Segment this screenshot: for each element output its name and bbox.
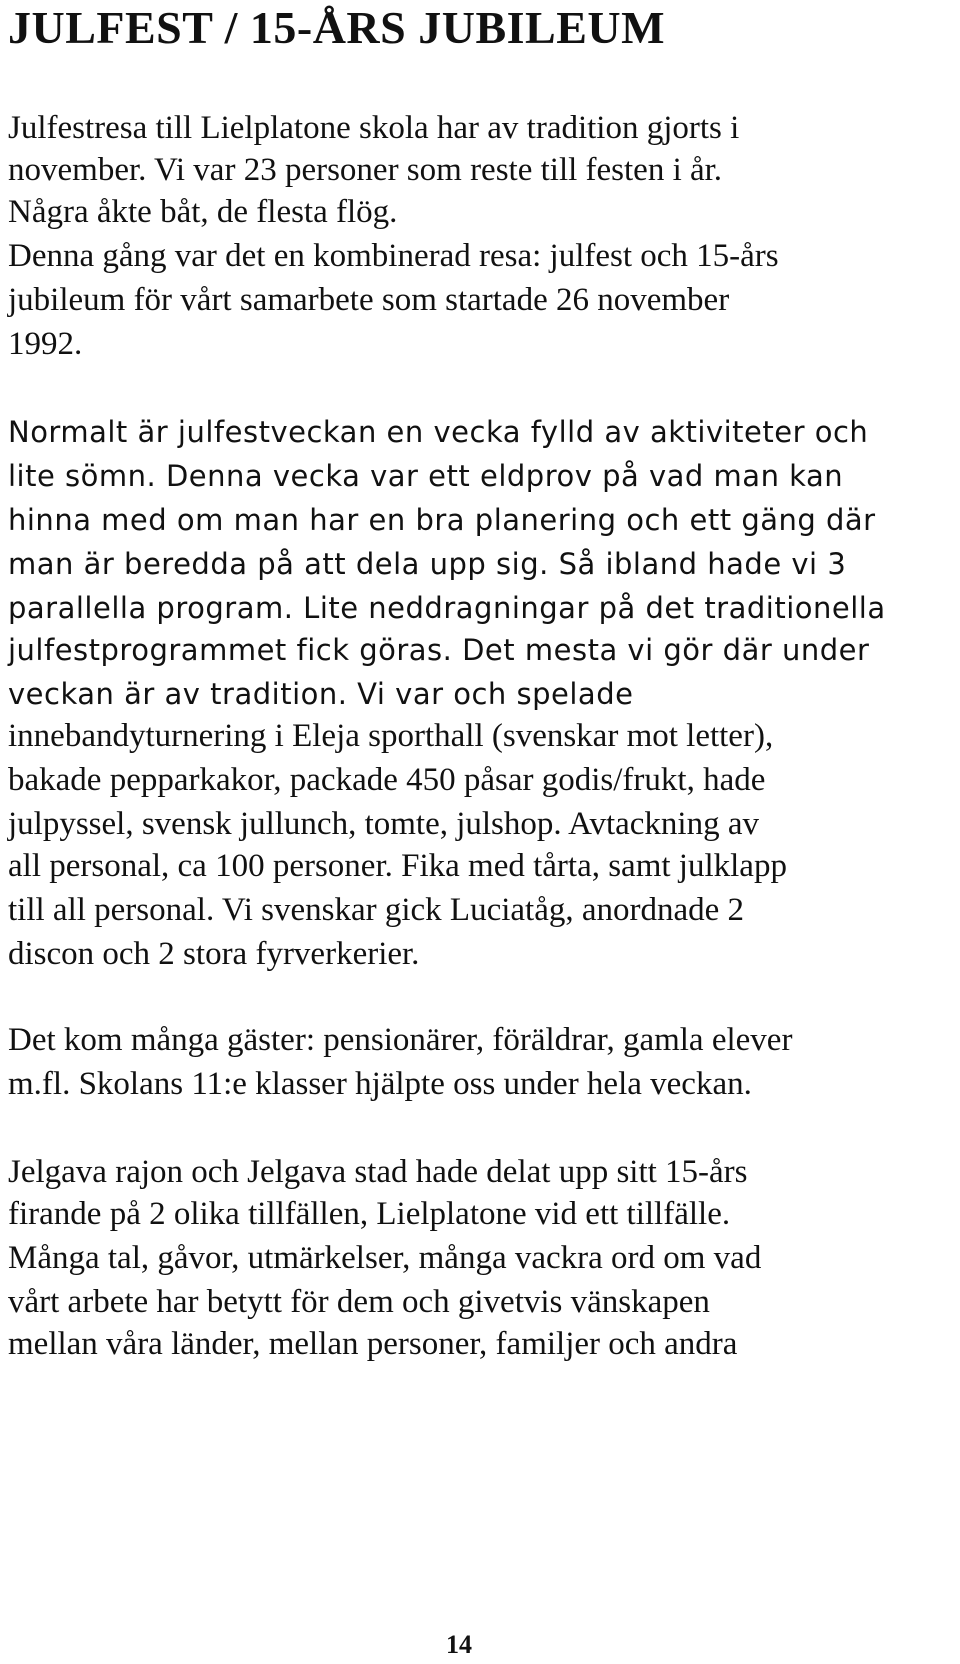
text-line: innebandyturnering i Eleja sporthall (svenskar mot letter), <box>8 718 774 754</box>
text-line: lite sömn. Denna vecka var ett eldprov på vad man kan <box>8 459 844 493</box>
text-line: Det kom många gäster: pensionärer, föräldrar, gamla elever <box>8 1022 793 1058</box>
text-line: Några åkte båt, de flesta flög. <box>8 194 398 230</box>
text-line: hinna med om man har en bra planering och ett gäng där <box>8 503 876 537</box>
text-line: Många tal, gåvor, utmärkelser, många vackra ord om vad <box>8 1240 762 1276</box>
text-line: julfestprogrammet fick göras. Det mesta vi gör där under <box>8 633 870 667</box>
text-line: m.fl. Skolans 11:e klasser hjälpte oss under hela veckan. <box>8 1066 752 1102</box>
page-number: 14 <box>446 1630 472 1659</box>
text-line: veckan är av tradition. Vi var och spelade <box>8 677 634 711</box>
text-line: firande på 2 olika tillfällen, Lielplatone vid ett tillfälle. <box>8 1196 731 1232</box>
text-line: all personal, ca 100 personer. Fika med tårta, samt julklapp <box>8 848 787 884</box>
text-line: discon och 2 stora fyrverkerier. <box>8 936 420 972</box>
text-line: julpyssel, svensk jullunch, tomte, julshop. Avtackning av <box>8 806 759 842</box>
page-title: JULFEST / 15-ÅRS JUBILEUM <box>8 2 666 53</box>
text-line: jubileum för vårt samarbete som startade 26 november <box>8 282 730 318</box>
text-line: parallella program. Lite neddragningar på det traditionella <box>8 591 886 625</box>
text-line: Julfestresa till Lielplatone skola har av tradition gjorts i <box>8 110 740 146</box>
text-line: november. Vi var 23 personer som reste till festen i år. <box>8 152 723 188</box>
text-line: Denna gång var det en kombinerad resa: julfest och 15-års <box>8 238 779 274</box>
text-line: 1992. <box>8 326 83 362</box>
text-line: Jelgava rajon och Jelgava stad hade delat upp sitt 15-års <box>8 1154 748 1190</box>
text-line: vårt arbete har betytt för dem och givetvis vänskapen <box>8 1284 710 1320</box>
text-line: bakade pepparkakor, packade 450 påsar godis/frukt, hade <box>8 762 766 798</box>
text-line: till all personal. Vi svenskar gick Luciatåg, anordnade 2 <box>8 892 745 928</box>
text-line: man är beredda på att dela upp sig. Så ibland hade vi 3 <box>8 547 847 581</box>
text-line: Normalt är julfestveckan en vecka fylld av aktiviteter och <box>8 415 869 449</box>
text-line: mellan våra länder, mellan personer, familjer och andra <box>8 1326 738 1362</box>
